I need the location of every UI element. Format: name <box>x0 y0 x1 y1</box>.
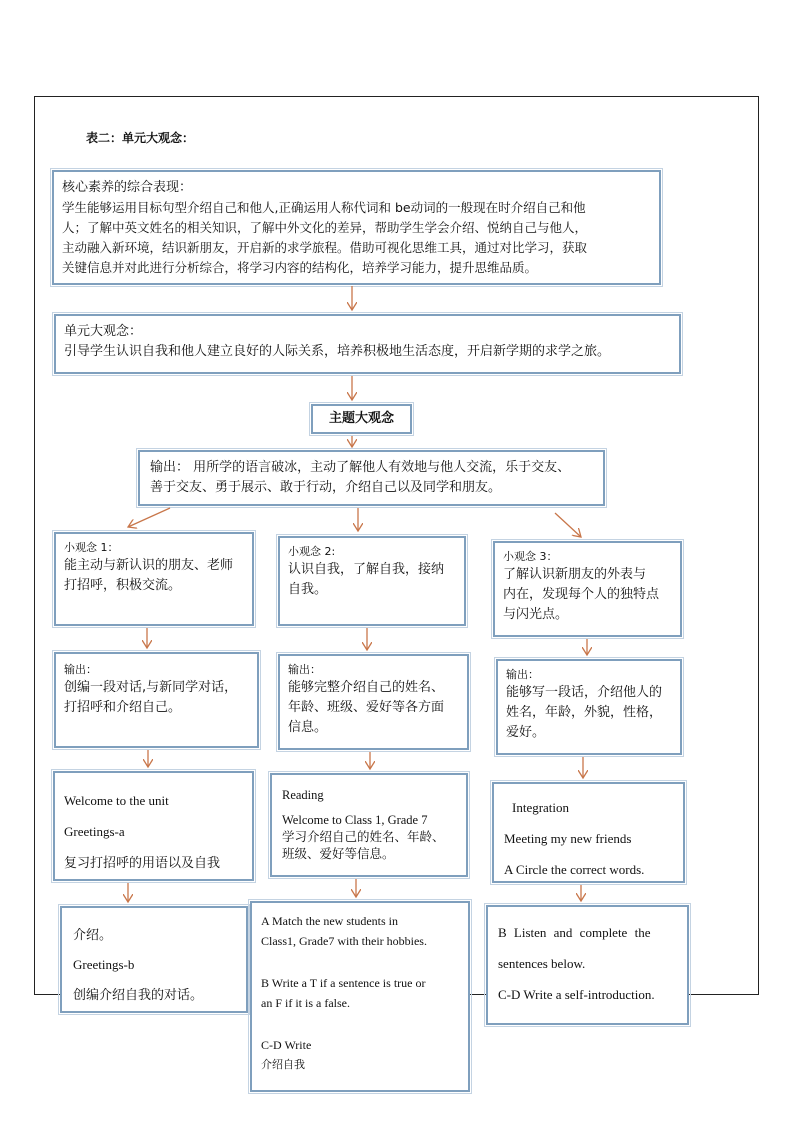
lesson-line: Meeting my new friends <box>504 831 632 846</box>
task-line: sentences below. <box>498 956 586 971</box>
task-line: B Listen and complete the <box>498 925 651 940</box>
core-literacy-line: 学生能够运用目标句型介绍自己和他人,正确运用人称代词和 be动词的一般现在时介绍自己和他 <box>62 200 586 215</box>
task-line: 介绍自我 <box>261 1059 305 1071</box>
output-title: 输出： <box>288 663 321 676</box>
output-line: 打招呼和介绍自己。 <box>64 700 182 715</box>
concept-line: 认识自我，了解自我，接纳 <box>288 562 445 577</box>
concept-line: 与闪光点。 <box>503 607 569 622</box>
task-line: C-D Write a self-introduction. <box>498 987 655 1002</box>
output-line: 创编一段对话,与新同学对话， <box>64 680 238 695</box>
concept-title: 小观念 3： <box>503 550 558 563</box>
task-line: A Match the new students in <box>261 914 398 928</box>
lesson-line: A Circle the correct words. <box>504 862 645 877</box>
concept-line: 自我。 <box>288 582 328 597</box>
concept-line: 能主动与新认识的朋友、老师 <box>64 558 234 573</box>
concept-line: 打招呼，积极交流。 <box>64 578 182 593</box>
theme-title: 主题大观念 <box>328 411 394 426</box>
lesson-line: Reading <box>282 788 324 802</box>
theme-output-line: 输出： 用所学的语言破冰，主动了解他人有效地与他人交流，乐于交友、 <box>150 460 571 475</box>
output-line: 能够写一段话，介绍他人的 <box>506 685 663 700</box>
output-title: 输出： <box>506 668 539 681</box>
lesson-line: 复习打招呼的用语以及自我 <box>64 855 221 870</box>
lesson-line: Integration <box>512 800 570 815</box>
task-line: C-D Write <box>261 1038 312 1052</box>
concept-title: 小观念 2: <box>288 545 336 558</box>
output-title: 输出： <box>64 663 97 676</box>
concept-title: 小观念 1： <box>64 541 119 554</box>
lesson-line: Welcome to the unit <box>64 793 169 808</box>
core-literacy-heading: 核心素养的综合表现： <box>62 180 193 195</box>
core-literacy-line: 主动融入新环境，结识新朋友，开启新的求学旅程。借助可视化思维工具，通过对比学习，获取 <box>62 240 588 255</box>
task-line: 创编介绍自我的对话。 <box>73 987 204 1002</box>
lesson-line: Greetings-a <box>64 824 125 839</box>
task-line: an F if it is a false. <box>261 996 350 1010</box>
unit-concept-text: 引导学生认识自我和他人建立良好的人际关系，培养积极地生活态度，开启新学期的求学之旅。 <box>64 344 611 359</box>
arrow <box>128 508 170 527</box>
output-line: 姓名，年龄，外貌，性格， <box>506 705 663 720</box>
task-line: Greetings-b <box>73 957 135 972</box>
arrow <box>555 513 581 537</box>
lesson-line: 学习介绍自己的姓名、年龄、 <box>282 830 445 844</box>
output-line: 能够完整介绍自己的姓名、 <box>288 680 445 695</box>
theme-output-line: 善于交友、勇于展示、敢于行动，介绍自己以及同学和朋友。 <box>150 480 502 495</box>
lesson-line: 班级、爱好等信息。 <box>282 847 395 861</box>
lesson-line: Welcome to Class 1, Grade 7 <box>282 813 428 827</box>
output-line: 信息。 <box>288 720 328 735</box>
task-line: 介绍。 <box>73 927 113 942</box>
table-title: 表二：单元大观念： <box>86 131 195 145</box>
task-line: Class1, Grade7 with their hobbies. <box>261 934 427 948</box>
concept-line: 内在，发现每个人的独特点 <box>503 587 660 602</box>
core-literacy-line: 人；了解中英文姓名的相关知识，了解中外文化的差异，帮助学生学会介绍、悦纳自己与他人， <box>62 220 588 235</box>
output-line: 年龄、班级、爱好等各方面 <box>288 700 445 715</box>
output-line: 爱好。 <box>506 725 546 740</box>
core-literacy-line: 关键信息并对此进行分析综合，将学习内容的结构化，培养学习能力，提升思维品质。 <box>62 260 538 275</box>
unit-concept-heading: 单元大观念： <box>64 324 143 339</box>
concept-line: 了解认识新朋友的外表与 <box>503 567 647 582</box>
task-line: B Write a T if a sentence is true or <box>261 976 426 990</box>
